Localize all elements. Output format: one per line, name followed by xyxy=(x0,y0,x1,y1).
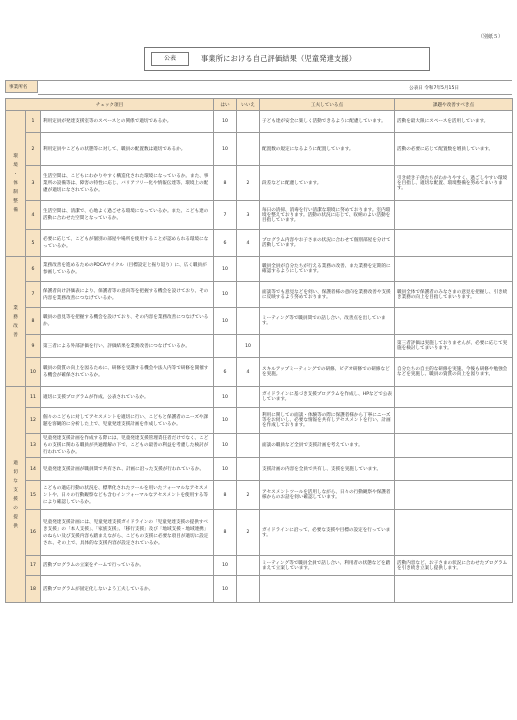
no-count: 10 xyxy=(237,335,260,358)
yes-count: 6 xyxy=(214,358,237,387)
row-number: 16 xyxy=(26,510,41,556)
issue-note: 活動の必要に応じて配置数を増員しています。 xyxy=(395,133,513,166)
row-number: 10 xyxy=(26,358,41,387)
check-item: 業務改善を進めるためのPDCAサイクル（目標設定と振り返り）に、広く職員が参画しているか。 xyxy=(41,257,214,282)
title-box xyxy=(144,47,430,71)
effort-note: プログラム内容やお子さまの状況に合わせて個別部屋を分けて活動しています。 xyxy=(260,230,395,257)
issue-note xyxy=(395,576,513,603)
category-char: 支 xyxy=(13,487,18,493)
table-row xyxy=(6,576,513,603)
no-count xyxy=(237,434,260,458)
yes-count: 8 xyxy=(214,510,237,556)
yes-count: 8 xyxy=(214,481,237,510)
col-no: いいえ xyxy=(237,99,260,111)
table-row xyxy=(6,387,513,408)
publish-date: 公表日 令和7年5月15日 xyxy=(409,86,459,91)
check-item: 生活空間は、こどもにわかりやすく構造化された環境になっているか。また、事業所の設備等は、障害の特性に応じ、バリアフリー化や情報伝達等、環境上の配慮が適切になされているか。 xyxy=(41,166,214,201)
row-number: 17 xyxy=(26,556,41,576)
row-number: 11 xyxy=(26,387,41,408)
yes-count: 10 xyxy=(214,458,237,481)
no-count: 2 xyxy=(237,510,260,556)
no-count xyxy=(237,556,260,576)
table-row xyxy=(6,335,513,358)
yes-count: 10 xyxy=(214,408,237,434)
no-count: 2 xyxy=(237,481,260,510)
category-char: 供 xyxy=(13,523,18,529)
category-char: ・ xyxy=(13,172,18,177)
category-char: 務 xyxy=(13,314,18,320)
no-count: 4 xyxy=(237,358,260,387)
table-row xyxy=(6,257,513,282)
check-item: 保護者向け評価表により、保護者等の意向等を把握する機会を設けており、その内容を業務改善につなげているか。 xyxy=(41,282,214,308)
category-char: 制 xyxy=(13,190,18,195)
category-char: 援 xyxy=(13,496,18,502)
issue-note xyxy=(395,481,513,510)
effort-note: ミーティング等で職員全員で話し合い、利用者の状態などを踏まえて立案しています。 xyxy=(260,556,395,576)
check-item: 利用定員やこどもの状態等に対して、職員の配置数は適切であるか。 xyxy=(41,133,214,166)
col-check: チェック項目 xyxy=(6,99,214,111)
col-effort: 工夫している点 xyxy=(260,99,395,111)
table-row xyxy=(6,133,513,166)
check-item: 職員の意見等を把握する機会を設けており、その内容を業務改善につなげているか。 xyxy=(41,308,214,335)
no-count xyxy=(237,257,260,282)
yes-count: 10 xyxy=(214,434,237,458)
row-number: 2 xyxy=(26,133,41,166)
effort-note: アセスメントツールを活用しながら、日々の行動観察や保護者様からのお話を伺い確認しています。 xyxy=(260,481,395,510)
row-number: 5 xyxy=(26,230,41,257)
no-count xyxy=(237,133,260,166)
attachment-label: （別紙５） xyxy=(477,34,503,40)
category-char: 切 xyxy=(13,469,18,475)
issue-note xyxy=(395,230,513,257)
row-number: 3 xyxy=(26,166,41,201)
evaluation-table xyxy=(5,98,513,603)
no-count xyxy=(237,408,260,434)
no-count xyxy=(237,576,260,603)
no-count: 3 xyxy=(237,201,260,230)
col-issues: 課題や改善すべき点 xyxy=(395,99,513,111)
check-item: 個々のこどもに対してアセスメントを適切に行い、こどもと保護者のニーズや課題を客観的に分析した上で、児童発達支援計画を作成しているか。 xyxy=(41,408,214,434)
category-char: 提 xyxy=(13,514,18,520)
issue-note xyxy=(395,408,513,434)
yes-count: 10 xyxy=(214,257,237,282)
category-char: の xyxy=(13,505,18,511)
effort-note: ガイドラインに基づき支援プログラムを作成し、HPなどで公表しています。 xyxy=(260,387,395,408)
check-item: 児童発達支援計画には、児童発達支援ガイドラインの「児童発達支援の提供すべき支援」の「本人支援」、「家族支援」、「移行支援」及び「地域支援・地域連携」のねらい及び支援内容も踏まえながら、こどもの支援に必要な項目が適切に設定され、その上で、具体的な支援内容が設定されているか。 xyxy=(41,510,214,556)
row-number: 7 xyxy=(26,282,41,308)
yes-count: 10 xyxy=(214,387,237,408)
yes-count: 10 xyxy=(214,308,237,335)
issue-note: 活動内容など、お子さまの状況に合わせたプログラムを引き続き立案し提供します。 xyxy=(395,556,513,576)
row-number: 1 xyxy=(26,111,41,133)
row-number: 9 xyxy=(26,335,41,358)
no-count xyxy=(237,111,260,133)
category-cell xyxy=(6,111,26,257)
row-number: 6 xyxy=(26,257,41,282)
no-count xyxy=(237,282,260,308)
issue-note xyxy=(395,387,513,408)
effort-note xyxy=(260,576,395,603)
issue-note xyxy=(395,308,513,335)
effort-note: スキルアップミーティングでの研修、ビデオ研修での研修などを実施。 xyxy=(260,358,395,387)
check-item: 適切に支援プログラムが作成、公表されているか。 xyxy=(41,387,214,408)
table-row xyxy=(6,166,513,201)
table-row xyxy=(6,556,513,576)
effort-note: ガイドラインに沿って、必要な支援や目標の設定を行っています。 xyxy=(260,510,395,556)
yes-count: 7 xyxy=(214,201,237,230)
issue-note xyxy=(395,510,513,556)
effort-note xyxy=(260,335,395,358)
table-row xyxy=(6,434,513,458)
effort-note: ミーティング等で職員間での話し合い、改善点を出しています。 xyxy=(260,308,395,335)
check-item: こどもの適応行動の状況を、標準化されたツールを用いたフォーマルなアセスメントや、日々の行動観察なども含むインフォーマルなアセスメントを使用する等により確認しているか。 xyxy=(41,481,214,510)
row-number: 18 xyxy=(26,576,41,603)
table-row xyxy=(6,230,513,257)
table-row xyxy=(6,358,513,387)
category-char: 整 xyxy=(13,199,18,204)
page-title: 事業所における自己評価結果（児童発達支援） xyxy=(201,54,357,63)
category-char: 境 xyxy=(13,163,18,168)
check-item: 生活空間は、清潔で、心地よく過ごせる環境になっているか。また、こども達の活動に合わせた空間となっているか。 xyxy=(41,201,214,230)
category-cell xyxy=(6,257,26,387)
issue-note xyxy=(395,458,513,481)
issue-note: 職員全体で保護者のみなさまの意見を把握し、引き続き業務の向上を目指してまいります。 xyxy=(395,282,513,308)
table-row xyxy=(6,408,513,434)
yes-count: 10 xyxy=(214,111,237,133)
effort-note: 子ども達が安全に楽しく活動できるように配慮しています。 xyxy=(260,111,395,133)
row-number: 15 xyxy=(26,481,41,510)
row-number: 4 xyxy=(26,201,41,230)
effort-note: 段差などに配慮しています。 xyxy=(260,166,395,201)
yes-count: 8 xyxy=(214,166,237,201)
effort-note: 職員全員が自分たちが行える業務の改善、また業務を定期的に確認するようにしています。 xyxy=(260,257,395,282)
no-count xyxy=(237,308,260,335)
yes-count: 10 xyxy=(214,556,237,576)
table-row xyxy=(6,282,513,308)
yes-count xyxy=(214,335,237,358)
yes-count: 6 xyxy=(214,230,237,257)
yes-count: 10 xyxy=(214,133,237,166)
issue-note: 第三者評価は実施しておりませんが、必要に応じて実施を検討してまいります。 xyxy=(395,335,513,358)
public-badge: 公表 xyxy=(151,52,189,66)
yes-count: 10 xyxy=(214,576,237,603)
no-count: 4 xyxy=(237,230,260,257)
table-row xyxy=(6,111,513,133)
check-item: 利用定員が発達支援室等のスペースとの関係で適切であるか。 xyxy=(41,111,214,133)
check-item: 活動プログラムが固定化しないよう工夫しているか。 xyxy=(41,576,214,603)
category-char: 備 xyxy=(13,208,18,213)
issue-note: 自分たちの自主的な研修を実施、今後も研修や勉強会などを実施し、職員の資質の向上を図ります。 xyxy=(395,358,513,387)
no-count xyxy=(237,458,260,481)
issue-note: 活動を最大限にスペースを活用しています。 xyxy=(395,111,513,133)
no-count: 2 xyxy=(237,166,260,201)
table-row xyxy=(6,201,513,230)
check-item: 必要に応じて、こどもが個別の部屋や場所を使用することが認められる環境になっているか。 xyxy=(41,230,214,257)
effort-note: 支援計画の内容を全員で共有し、支援を実施しています。 xyxy=(260,458,395,481)
category-char: 適 xyxy=(13,460,18,466)
row-number: 13 xyxy=(26,434,41,458)
table-row xyxy=(6,481,513,510)
row-number: 14 xyxy=(26,458,41,481)
category-char: 改 xyxy=(13,323,18,329)
table-row xyxy=(6,308,513,335)
no-count xyxy=(237,387,260,408)
yes-count: 10 xyxy=(214,282,237,308)
table-header-row xyxy=(6,99,513,111)
issue-note xyxy=(395,257,513,282)
category-cell xyxy=(6,387,26,603)
effort-note: 利用に関しての面談・体験等の際に保護者様から丁寧にニーズ等をお伺いし、必要な情報を共有しアセスメントを行い、計画を作成しております。 xyxy=(260,408,395,434)
check-item: 活動プログラムの立案をチームで行っているか。 xyxy=(41,556,214,576)
effort-note: 面談等でも意見などを伺い、保護者様の意向を業務改善や支援に反映するよう努めております。 xyxy=(260,282,395,308)
effort-note: 配置数の規定になるように配置しています。 xyxy=(260,133,395,166)
check-item: 第三者による外部評価を行い、評価結果を業務改善につなげているか。 xyxy=(41,335,214,358)
table-row xyxy=(6,458,513,481)
category-char: 環 xyxy=(13,154,18,159)
category-char: 業 xyxy=(13,305,18,311)
business-name-label: 事業所名 xyxy=(5,80,38,93)
effort-note: 毎日の清掃、消毒を行い清潔な環境に努めております。室内環境を整えております。活動の状況に応じて、収納のよい活動を目指しています。 xyxy=(260,201,395,230)
category-char: 善 xyxy=(13,332,18,338)
category-char: な xyxy=(13,478,18,484)
check-item: 児童発達支援計画が職員間で共有され、計画に沿った支援が行われているか。 xyxy=(41,458,214,481)
issue-note: 引き続き子供たちがわかりやすく、過ごしやすい環境を目指し、適切な配置、環境整備を努めてまいります。 xyxy=(395,166,513,201)
check-item: 職員の資質の向上を図るために、研修を受講する機会や法人内等で研修を開催する機会が確保されているか。 xyxy=(41,358,214,387)
table-row xyxy=(6,510,513,556)
row-number: 12 xyxy=(26,408,41,434)
check-item: 児童発達支援計画を作成する際には、児童発達支援管理責任者だけでなく、こどもの支援に関わる職員が共通理解の下で、こどもの最善の利益を考慮した検討が行われているか。 xyxy=(41,434,214,458)
category-char: 体 xyxy=(13,181,18,186)
issue-note xyxy=(395,434,513,458)
col-yes: はい xyxy=(214,99,237,111)
issue-note xyxy=(395,201,513,230)
row-number: 8 xyxy=(26,308,41,335)
effort-note: 面談の職員など全員で支援計画を考えています。 xyxy=(260,434,395,458)
